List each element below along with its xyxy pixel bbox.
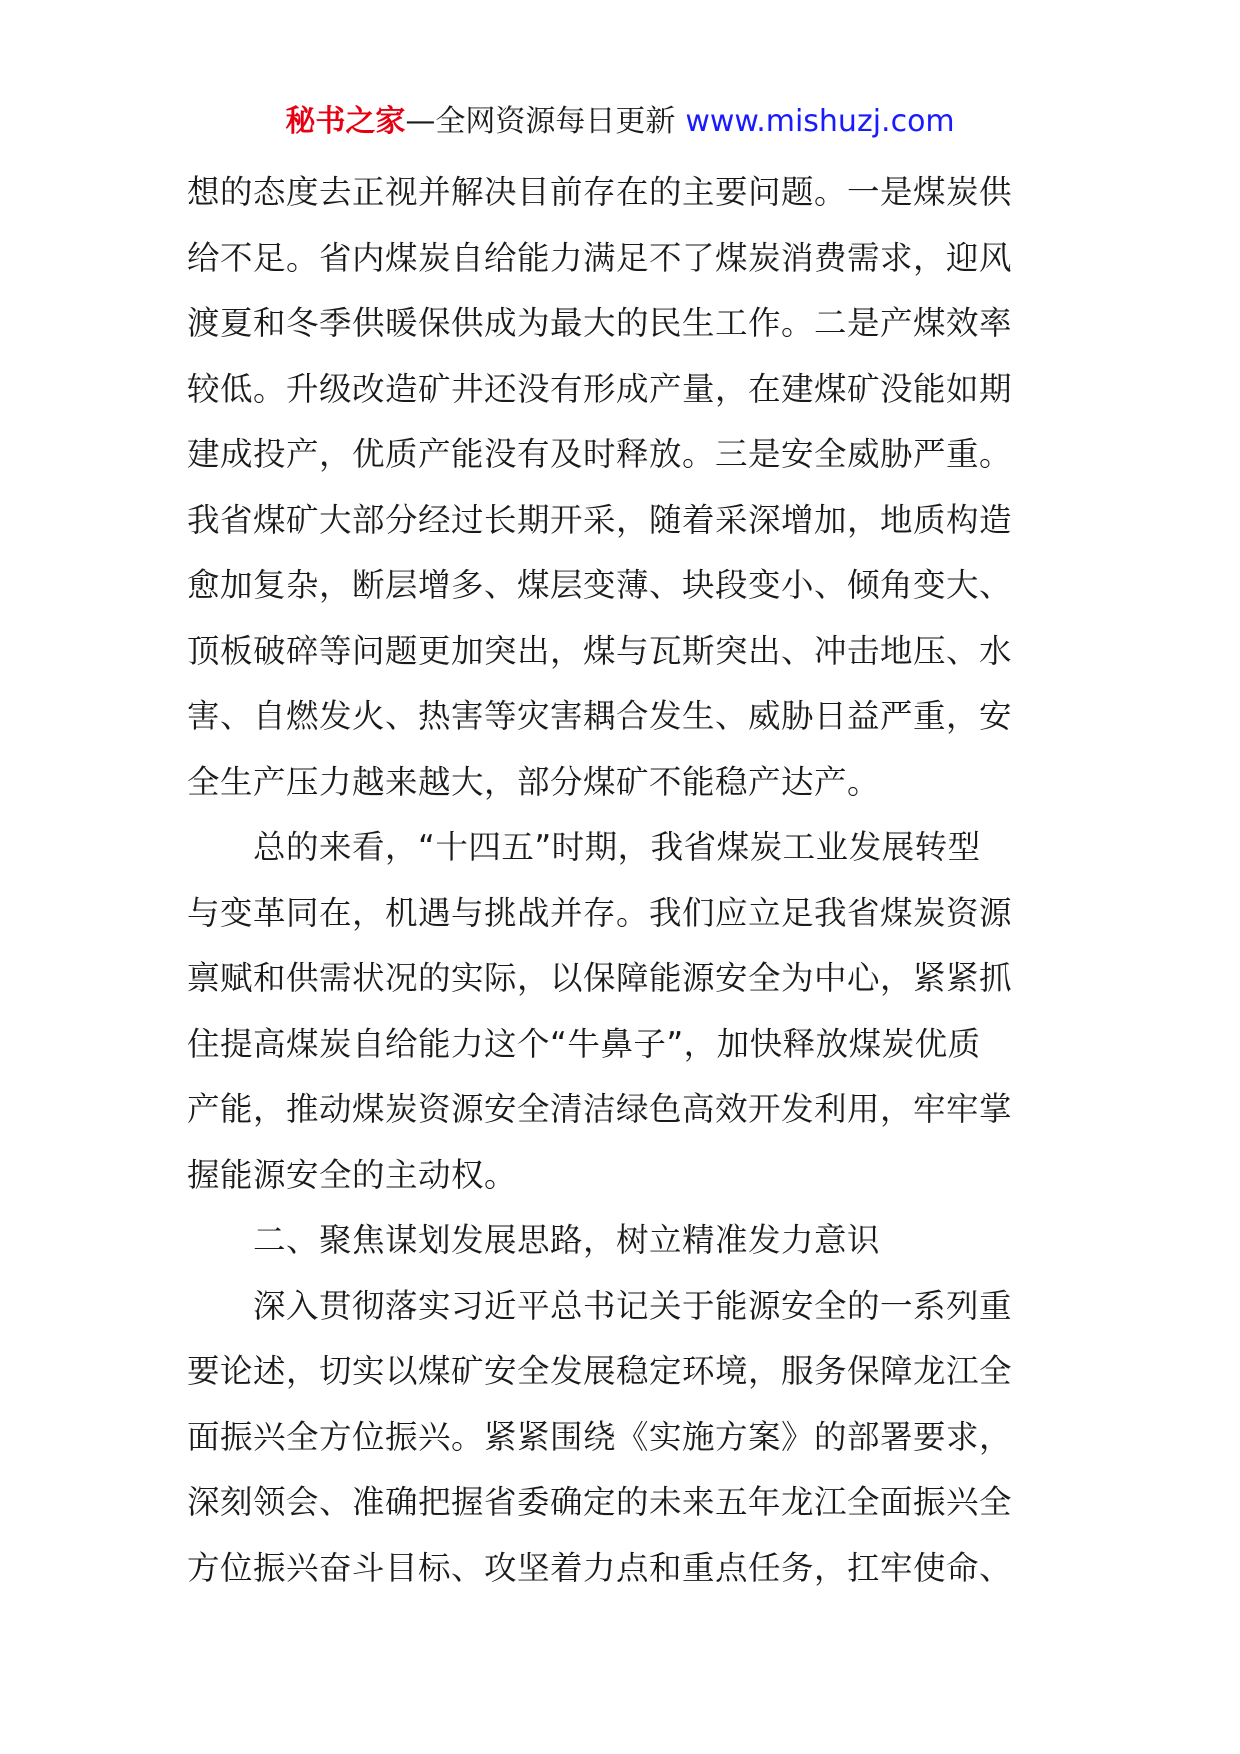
paragraph bbox=[187, 815, 1057, 1208]
text-line bbox=[187, 1405, 1057, 1471]
text-line bbox=[187, 1077, 1057, 1143]
line-text: 想的态度去正视并解决目前存在的主要问题。一是煤炭供 bbox=[187, 173, 1013, 211]
line-text: 顶板破碎等问题更加突出，煤与瓦斯突出、冲击地压、水 bbox=[187, 631, 1013, 670]
line-text: 面振兴全方位振兴。紧紧围绕《实施方案》的部署要求， bbox=[187, 1417, 1013, 1456]
text-line bbox=[187, 1536, 1057, 1602]
text-line bbox=[187, 684, 1057, 750]
text-line bbox=[187, 815, 1057, 881]
text-line bbox=[187, 422, 1057, 488]
text-line bbox=[187, 1470, 1057, 1536]
text-line bbox=[187, 488, 1057, 554]
line-text: 深入贯彻落实习近平总书记关于能源安全的一系列重 bbox=[253, 1286, 1013, 1325]
text-line bbox=[187, 1274, 1057, 1340]
line-text: 给不足。省内煤炭自给能力满足不了煤炭消费需求，迎风 bbox=[187, 238, 1013, 277]
line-text: 深刻领会、准确把握省委确定的未来五年龙江全面振兴全 bbox=[187, 1483, 1013, 1521]
text-line bbox=[187, 291, 1057, 357]
line-text: 建成投产，优质产能没有及时释放。三是安全威胁严重。 bbox=[187, 435, 1013, 473]
line-text: 较低。升级改造矿井还没有形成产量，在建煤矿没能如期 bbox=[187, 369, 1013, 408]
text-line bbox=[187, 750, 1057, 816]
text-line bbox=[187, 1012, 1057, 1078]
line-text: 与变革同在，机遇与挑战并存。我们应立足我省煤炭资源 bbox=[187, 893, 1013, 932]
line-text: 全生产压力越来越大，部分煤矿不能稳产达产。 bbox=[187, 762, 881, 801]
line-text: 握能源安全的主动权。 bbox=[187, 1155, 518, 1194]
document-body bbox=[187, 160, 1057, 1601]
text-line bbox=[187, 357, 1057, 423]
text-line bbox=[187, 946, 1057, 1012]
line-text: 总的来看，“十四五”时期，我省煤炭工业发展转型 bbox=[253, 828, 981, 866]
site-url-link[interactable]: www.mishuzj.com bbox=[685, 104, 955, 139]
paragraph bbox=[187, 1208, 1057, 1274]
line-text: 愈加复杂，断层增多、煤层变薄、块段变小、倾角变大、 bbox=[187, 566, 1013, 604]
line-text: 害、自燃发火、热害等灾害耦合发生、威胁日益严重，安 bbox=[187, 697, 1013, 735]
line-text: 渡夏和冬季供暖保供成为最大的民生工作。二是产煤效率 bbox=[187, 304, 1013, 342]
text-line bbox=[187, 226, 1057, 292]
text-line bbox=[187, 619, 1057, 685]
line-text: 我省煤矿大部分经过长期开采，随着采深增加，地质构造 bbox=[187, 500, 1013, 539]
paragraph bbox=[187, 160, 1057, 815]
text-line bbox=[187, 553, 1057, 619]
text-line bbox=[187, 1208, 1057, 1274]
site-header bbox=[0, 100, 1240, 144]
brand-name: 秘书之家 bbox=[285, 104, 406, 139]
text-line bbox=[187, 1339, 1057, 1405]
line-text: 要论述，切实以煤矿安全发展稳定环境，服务保障龙江全 bbox=[187, 1352, 1013, 1390]
line-text: 方位振兴奋斗目标、攻坚着力点和重点任务，扛牢使命、 bbox=[187, 1548, 1013, 1587]
line-text: 住提高煤炭自给能力这个“牛鼻子”，加快释放煤炭优质 bbox=[187, 1024, 981, 1063]
header-tagline: —全网资源每日更新 bbox=[405, 104, 676, 139]
text-line bbox=[187, 881, 1057, 947]
text-line bbox=[187, 1143, 1057, 1209]
line-text: 二、聚焦谋划发展思路，树立精准发力意识 bbox=[253, 1221, 881, 1259]
paragraph bbox=[187, 1274, 1057, 1602]
text-line bbox=[187, 160, 1057, 226]
line-text: 产能，推动煤炭资源安全清洁绿色高效开发利用，牢牢掌 bbox=[187, 1090, 1013, 1128]
line-text: 禀赋和供需状况的实际，以保障能源安全为中心，紧紧抓 bbox=[187, 959, 1013, 997]
